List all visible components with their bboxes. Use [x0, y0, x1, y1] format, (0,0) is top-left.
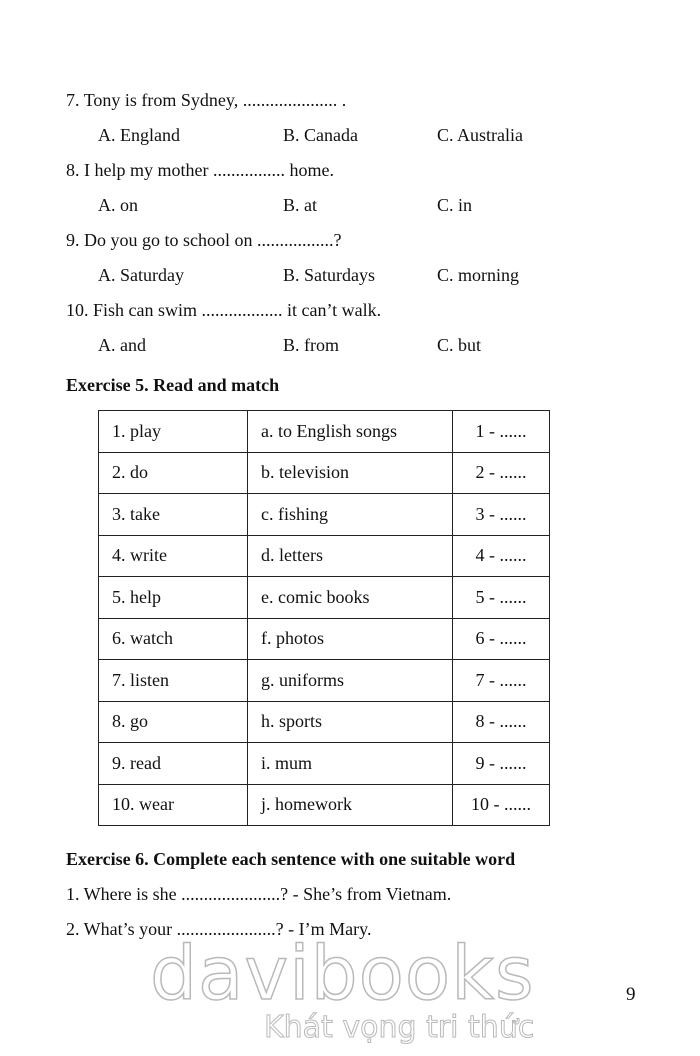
question-number: 9. — [66, 230, 80, 250]
option-9c: C. morning — [437, 265, 520, 285]
answer-cell: 3 - ...... — [453, 494, 550, 536]
question-number: 7. — [66, 90, 80, 110]
answer-cell: 4 - ...... — [453, 535, 550, 577]
option-10a: A. and — [98, 335, 146, 355]
verb-cell: 4. write — [99, 535, 248, 577]
answer-cell: 1 - ...... — [453, 411, 550, 453]
verb-cell: 5. help — [99, 577, 248, 619]
question-7 — [66, 90, 346, 111]
verb-cell: 6. watch — [99, 618, 248, 660]
table-row — [99, 660, 550, 702]
verb-cell: 1. play — [99, 411, 248, 453]
question-text: I help my mother ................ home. — [84, 160, 334, 180]
question-text: Do you go to school on .................? — [84, 230, 342, 250]
match-table — [98, 410, 550, 826]
answer-cell: 7 - ...... — [453, 660, 550, 702]
watermark-slogan: Khát vọng tri thức — [264, 1010, 535, 1045]
answer-cell: 6 - ...... — [453, 618, 550, 660]
phrase-cell: c. fishing — [248, 494, 453, 536]
option-9b: B. Saturdays — [283, 265, 375, 285]
phrase-cell: f. photos — [248, 618, 453, 660]
table-row — [99, 743, 550, 785]
question-text: Fish can swim .................. it can’t walk. — [93, 300, 382, 320]
verb-cell: 8. go — [99, 701, 248, 743]
phrase-cell: a. to English songs — [248, 411, 453, 453]
answer-cell: 10 - ...... — [453, 784, 550, 826]
option-8a: A. on — [98, 195, 138, 215]
question-number: 8. — [66, 160, 80, 180]
answer-cell: 5 - ...... — [453, 577, 550, 619]
phrase-cell: j. homework — [248, 784, 453, 826]
verb-cell: 10. wear — [99, 784, 248, 826]
exercise-6-title: Exercise 6. Complete each sentence with one suitable word — [66, 849, 516, 869]
verb-cell: 3. take — [99, 494, 248, 536]
phrase-cell: d. letters — [248, 535, 453, 577]
page-number: 9 — [626, 984, 636, 1005]
phrase-cell: i. mum — [248, 743, 453, 785]
question-text: Tony is from Sydney, ..................... . — [83, 90, 347, 110]
option-8c: C. in — [437, 195, 473, 215]
table-row — [99, 494, 550, 536]
option-7c: C. Australia — [437, 125, 523, 145]
option-9a: A. Saturday — [98, 265, 184, 285]
table-row — [99, 701, 550, 743]
question-number: 10. — [66, 300, 89, 320]
question-8 — [66, 160, 334, 181]
verb-cell: 2. do — [99, 452, 248, 494]
answer-cell: 2 - ...... — [453, 452, 550, 494]
watermark-brand: davibooks — [150, 931, 535, 1017]
verb-cell: 7. listen — [99, 660, 248, 702]
table-row — [99, 577, 550, 619]
option-10b: B. from — [283, 335, 339, 355]
exercise-5-title: Exercise 5. Read and match — [66, 375, 280, 395]
exercise-6-item-1: 1. Where is she ......................? - She’s from Vietnam. — [66, 884, 452, 904]
table-row — [99, 535, 550, 577]
option-7b: B. Canada — [283, 125, 358, 145]
question-9 — [66, 230, 341, 251]
table-row — [99, 452, 550, 494]
option-8b: B. at — [283, 195, 317, 215]
verb-cell: 9. read — [99, 743, 248, 785]
table-row — [99, 618, 550, 660]
phrase-cell: e. comic books — [248, 577, 453, 619]
phrase-cell: b. television — [248, 452, 453, 494]
exercise-6-item-2: 2. What’s your ......................? - I’m Mary. — [66, 919, 372, 939]
option-10c: C. but — [437, 335, 482, 355]
option-7a: A. England — [98, 125, 180, 145]
question-10 — [66, 300, 381, 321]
table-row — [99, 411, 550, 453]
phrase-cell: g. uniforms — [248, 660, 453, 702]
answer-cell: 9 - ...... — [453, 743, 550, 785]
table-row — [99, 784, 550, 826]
answer-cell: 8 - ...... — [453, 701, 550, 743]
phrase-cell: h. sports — [248, 701, 453, 743]
